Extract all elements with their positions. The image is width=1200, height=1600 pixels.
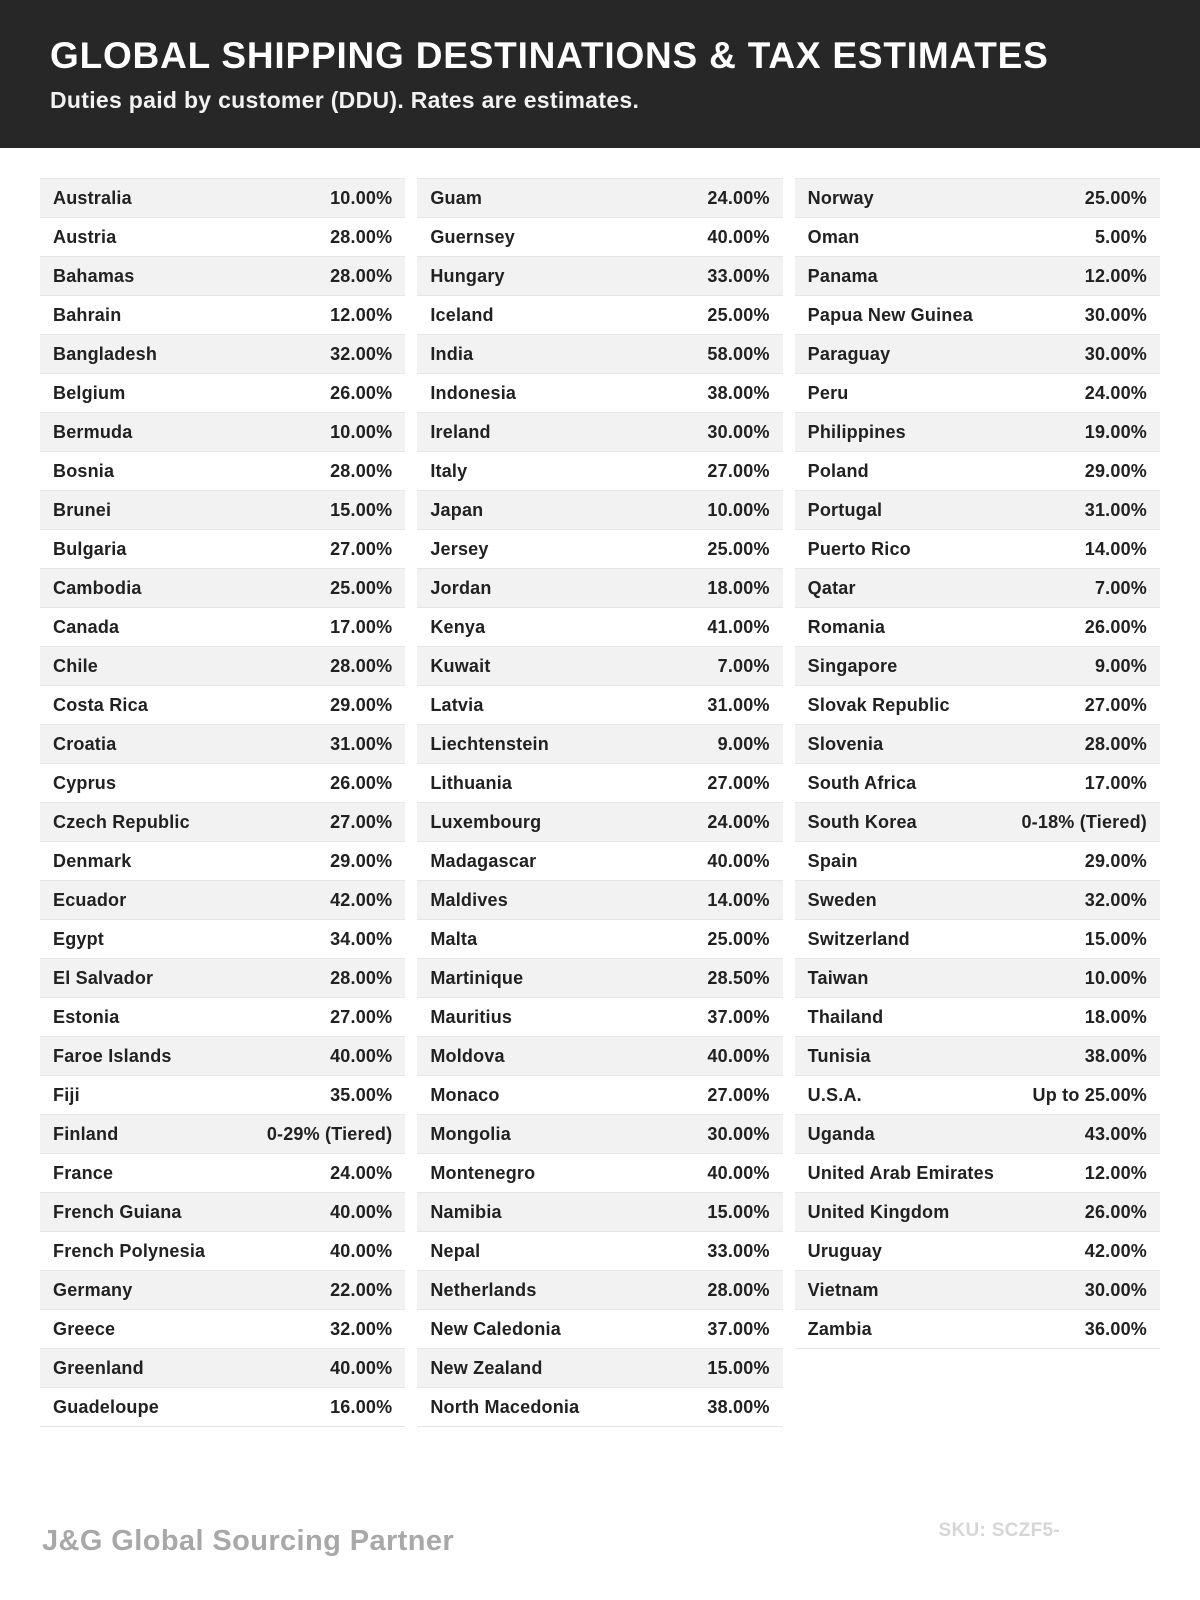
country-name: South Korea bbox=[807, 811, 917, 832]
country-name: El Salvador bbox=[53, 967, 154, 988]
tax-rate: 27.00% bbox=[330, 811, 393, 832]
table-row bbox=[40, 491, 405, 530]
table-row bbox=[40, 1193, 405, 1232]
table-row bbox=[795, 1193, 1160, 1232]
header-banner bbox=[0, 0, 1200, 148]
country-name: Jersey bbox=[430, 538, 489, 559]
table-row bbox=[795, 1076, 1160, 1115]
table-row bbox=[40, 647, 405, 686]
country-name: Denmark bbox=[53, 850, 132, 871]
tax-rate: 27.00% bbox=[707, 1084, 770, 1105]
table-row bbox=[795, 452, 1160, 491]
table-row bbox=[417, 335, 782, 374]
country-name: Canada bbox=[53, 616, 120, 637]
country-name: Lithuania bbox=[430, 772, 513, 793]
country-name: Germany bbox=[53, 1279, 133, 1300]
tax-rate: 43.00% bbox=[1084, 1123, 1147, 1144]
tax-rate: 28.00% bbox=[1084, 733, 1147, 754]
country-name: Bahrain bbox=[53, 304, 122, 325]
table-row bbox=[795, 1115, 1160, 1154]
tax-rate: 10.00% bbox=[330, 187, 393, 208]
country-name: Tunisia bbox=[807, 1045, 871, 1066]
table-row bbox=[40, 1076, 405, 1115]
table-row bbox=[40, 920, 405, 959]
country-name: Latvia bbox=[430, 694, 484, 715]
tax-rate: 30.00% bbox=[1084, 343, 1147, 364]
table-row bbox=[40, 686, 405, 725]
country-name: Thailand bbox=[807, 1006, 884, 1027]
table-row bbox=[417, 920, 782, 959]
table-row bbox=[795, 1271, 1160, 1310]
table-row bbox=[40, 335, 405, 374]
table-row bbox=[795, 218, 1160, 257]
tax-rate: 36.00% bbox=[1084, 1318, 1147, 1339]
tax-rate: 31.00% bbox=[707, 694, 770, 715]
country-name: Switzerland bbox=[807, 928, 910, 949]
country-name: Czech Republic bbox=[53, 811, 190, 832]
table-row bbox=[417, 1232, 782, 1271]
country-name: Norway bbox=[807, 187, 874, 208]
tax-rate: 42.00% bbox=[1084, 1240, 1147, 1261]
table-row bbox=[417, 491, 782, 530]
country-name: Namibia bbox=[430, 1201, 502, 1222]
table-row bbox=[417, 374, 782, 413]
country-name: Martinique bbox=[430, 967, 524, 988]
table-row bbox=[40, 296, 405, 335]
table-row bbox=[795, 998, 1160, 1037]
table-row bbox=[795, 1310, 1160, 1349]
country-name: Costa Rica bbox=[53, 694, 149, 715]
country-name: Sweden bbox=[807, 889, 877, 910]
country-name: Panama bbox=[807, 265, 878, 286]
table-row bbox=[40, 764, 405, 803]
table-row bbox=[795, 530, 1160, 569]
tax-rate: 31.00% bbox=[330, 733, 393, 754]
country-name: Maldives bbox=[430, 889, 508, 910]
table-column-3 bbox=[795, 178, 1160, 1427]
table-row bbox=[417, 1076, 782, 1115]
table-row bbox=[795, 413, 1160, 452]
table-row bbox=[417, 257, 782, 296]
country-name: Faroe Islands bbox=[53, 1045, 172, 1066]
country-name: Puerto Rico bbox=[807, 538, 911, 559]
country-name: Jordan bbox=[430, 577, 492, 598]
tax-rate: 40.00% bbox=[330, 1240, 393, 1261]
tax-rate: 18.00% bbox=[707, 577, 770, 598]
country-name: Greenland bbox=[53, 1357, 144, 1378]
table-row bbox=[417, 725, 782, 764]
tax-rate: 28.00% bbox=[330, 655, 393, 676]
country-name: Greece bbox=[53, 1318, 116, 1339]
table-row bbox=[417, 764, 782, 803]
tax-rate: 40.00% bbox=[707, 850, 770, 871]
tax-rate: 10.00% bbox=[330, 421, 393, 442]
country-name: France bbox=[53, 1162, 114, 1183]
table-row bbox=[40, 725, 405, 764]
country-name: Kenya bbox=[430, 616, 486, 637]
tax-rate: 14.00% bbox=[707, 889, 770, 910]
footer-sku: SKU: SCZF5- bbox=[938, 1520, 1060, 1541]
tax-rate: 16.00% bbox=[330, 1396, 393, 1417]
tax-rate: 58.00% bbox=[707, 343, 770, 364]
tax-rate: 14.00% bbox=[1084, 538, 1147, 559]
country-name: U.S.A. bbox=[807, 1084, 862, 1105]
tax-rate: 40.00% bbox=[330, 1201, 393, 1222]
tax-rate: 24.00% bbox=[707, 187, 770, 208]
tax-rate: 30.00% bbox=[707, 1123, 770, 1144]
table-row bbox=[795, 686, 1160, 725]
country-name: Bahamas bbox=[53, 265, 135, 286]
table-row bbox=[40, 1271, 405, 1310]
tax-rate: Up to 25.00% bbox=[1032, 1084, 1147, 1105]
tax-rate: 40.00% bbox=[707, 1045, 770, 1066]
country-name: Poland bbox=[807, 460, 869, 481]
tax-rate: 17.00% bbox=[1084, 772, 1147, 793]
page-subtitle: Duties paid by customer (DDU). Rates are estimates. bbox=[50, 86, 640, 113]
tax-rate: 41.00% bbox=[707, 616, 770, 637]
table-row bbox=[40, 179, 405, 218]
country-name: Uganda bbox=[807, 1123, 875, 1144]
tax-rate: 37.00% bbox=[707, 1006, 770, 1027]
country-name: Cambodia bbox=[53, 577, 142, 598]
tax-rate: 25.00% bbox=[707, 304, 770, 325]
table-row bbox=[417, 608, 782, 647]
country-name: Luxembourg bbox=[430, 811, 542, 832]
country-name: Zambia bbox=[807, 1318, 872, 1339]
tax-rate: 37.00% bbox=[707, 1318, 770, 1339]
tax-rate: 24.00% bbox=[707, 811, 770, 832]
table-row bbox=[40, 569, 405, 608]
tax-rate: 17.00% bbox=[330, 616, 393, 637]
country-name: Egypt bbox=[53, 928, 105, 949]
tax-rate: 15.00% bbox=[707, 1201, 770, 1222]
tax-rate: 7.00% bbox=[717, 655, 770, 676]
table-row bbox=[795, 491, 1160, 530]
table-row bbox=[417, 1193, 782, 1232]
tax-rate: 26.00% bbox=[330, 382, 393, 403]
country-name: Uruguay bbox=[807, 1240, 883, 1261]
country-name: Bangladesh bbox=[53, 343, 158, 364]
tax-rate: 27.00% bbox=[707, 772, 770, 793]
table-row bbox=[40, 1154, 405, 1193]
country-name: Montenegro bbox=[430, 1162, 536, 1183]
tax-rate: 27.00% bbox=[330, 1006, 393, 1027]
table-row bbox=[795, 803, 1160, 842]
tax-rate: 12.00% bbox=[1084, 1162, 1147, 1183]
tax-rate: 28.00% bbox=[330, 265, 393, 286]
country-name: French Polynesia bbox=[53, 1240, 206, 1261]
country-name: Qatar bbox=[807, 577, 856, 598]
country-name: Nepal bbox=[430, 1240, 481, 1261]
table-row bbox=[795, 257, 1160, 296]
country-name: Netherlands bbox=[430, 1279, 537, 1300]
table-row bbox=[417, 296, 782, 335]
table-row bbox=[40, 218, 405, 257]
tax-rate: 27.00% bbox=[330, 538, 393, 559]
table-row bbox=[417, 569, 782, 608]
country-name: Croatia bbox=[53, 733, 117, 754]
tax-rate: 40.00% bbox=[330, 1357, 393, 1378]
country-name: North Macedonia bbox=[430, 1396, 580, 1417]
table-row bbox=[417, 803, 782, 842]
table-row bbox=[417, 881, 782, 920]
tax-rate: 15.00% bbox=[330, 499, 393, 520]
tax-rate: 27.00% bbox=[1084, 694, 1147, 715]
table-column-2 bbox=[417, 178, 782, 1427]
tax-rate: 29.00% bbox=[330, 850, 393, 871]
country-name: Madagascar bbox=[430, 850, 537, 871]
country-name: Fiji bbox=[53, 1084, 80, 1105]
tax-rate: 40.00% bbox=[707, 226, 770, 247]
country-name: Kuwait bbox=[430, 655, 491, 676]
country-name: Slovak Republic bbox=[807, 694, 950, 715]
tax-rate: 38.00% bbox=[1084, 1045, 1147, 1066]
tax-rate: 26.00% bbox=[330, 772, 393, 793]
table-row bbox=[40, 1349, 405, 1388]
country-name: Singapore bbox=[807, 655, 898, 676]
tax-rate: 25.00% bbox=[330, 577, 393, 598]
footer-brand: J&G Global Sourcing Partner bbox=[42, 1525, 455, 1557]
table-row bbox=[40, 1388, 405, 1427]
table-row bbox=[417, 1154, 782, 1193]
table-row bbox=[417, 1271, 782, 1310]
country-name: Bermuda bbox=[53, 421, 133, 442]
table-row bbox=[795, 1037, 1160, 1076]
table-row bbox=[795, 1232, 1160, 1271]
country-name: United Kingdom bbox=[807, 1201, 950, 1222]
country-name: Iceland bbox=[430, 304, 494, 325]
tax-rate: 15.00% bbox=[707, 1357, 770, 1378]
country-name: Mauritius bbox=[430, 1006, 513, 1027]
tax-rate: 30.00% bbox=[1084, 304, 1147, 325]
tax-rate: 24.00% bbox=[1084, 382, 1147, 403]
tax-rate: 10.00% bbox=[1084, 967, 1147, 988]
tax-rate: 7.00% bbox=[1094, 577, 1147, 598]
table-row bbox=[40, 1232, 405, 1271]
table-row bbox=[417, 452, 782, 491]
country-name: Hungary bbox=[430, 265, 505, 286]
table-row bbox=[417, 998, 782, 1037]
country-name: Guam bbox=[430, 187, 483, 208]
tax-rate: 32.00% bbox=[330, 1318, 393, 1339]
country-name: Philippines bbox=[807, 421, 906, 442]
table-row bbox=[417, 1310, 782, 1349]
country-name: Guadeloupe bbox=[53, 1396, 160, 1417]
country-name: Moldova bbox=[430, 1045, 505, 1066]
country-name: Brunei bbox=[53, 499, 112, 520]
tax-rate: 18.00% bbox=[1084, 1006, 1147, 1027]
country-name: Estonia bbox=[53, 1006, 120, 1027]
country-name: Ireland bbox=[430, 421, 491, 442]
table-row bbox=[40, 530, 405, 569]
table-row bbox=[417, 218, 782, 257]
tax-rate: 28.00% bbox=[330, 967, 393, 988]
table-row bbox=[40, 452, 405, 491]
tax-rate: 19.00% bbox=[1084, 421, 1147, 442]
table-row bbox=[417, 842, 782, 881]
table-row bbox=[417, 647, 782, 686]
tax-rate: 0-18% (Tiered) bbox=[1021, 811, 1147, 832]
country-name: Chile bbox=[53, 655, 99, 676]
country-name: Peru bbox=[807, 382, 849, 403]
country-name: French Guiana bbox=[53, 1201, 182, 1222]
table-row bbox=[40, 1310, 405, 1349]
tax-rate: 26.00% bbox=[1084, 616, 1147, 637]
tax-rate: 10.00% bbox=[707, 499, 770, 520]
tax-rate: 40.00% bbox=[330, 1045, 393, 1066]
tax-rate: 15.00% bbox=[1084, 928, 1147, 949]
tax-rate: 29.00% bbox=[330, 694, 393, 715]
table-row bbox=[40, 959, 405, 998]
table-row bbox=[795, 764, 1160, 803]
tax-rate: 33.00% bbox=[707, 1240, 770, 1261]
page-title: GLOBAL SHIPPING DESTINATIONS & TAX ESTIMATES bbox=[50, 35, 1049, 76]
country-name: India bbox=[430, 343, 474, 364]
table-row bbox=[795, 725, 1160, 764]
table-row bbox=[795, 374, 1160, 413]
country-name: Australia bbox=[53, 187, 132, 208]
tax-rate: 28.50% bbox=[707, 967, 770, 988]
tax-rate: 42.00% bbox=[330, 889, 393, 910]
tax-rate-table bbox=[40, 178, 1160, 1427]
tax-rate: 9.00% bbox=[717, 733, 770, 754]
tax-rate: 12.00% bbox=[1084, 265, 1147, 286]
table-row bbox=[795, 569, 1160, 608]
tax-rate: 29.00% bbox=[1084, 850, 1147, 871]
tax-rate: 28.00% bbox=[330, 460, 393, 481]
tax-rate: 5.00% bbox=[1094, 226, 1147, 247]
tax-rate: 40.00% bbox=[707, 1162, 770, 1183]
country-name: United Arab Emirates bbox=[807, 1162, 995, 1183]
table-row bbox=[40, 881, 405, 920]
tax-rate: 25.00% bbox=[707, 538, 770, 559]
table-row bbox=[40, 1115, 405, 1154]
country-name: Romania bbox=[807, 616, 886, 637]
country-name: Guernsey bbox=[430, 226, 515, 247]
table-row bbox=[417, 686, 782, 725]
tax-rate: 25.00% bbox=[707, 928, 770, 949]
table-row bbox=[40, 374, 405, 413]
table-row bbox=[40, 803, 405, 842]
tax-rate: 38.00% bbox=[707, 382, 770, 403]
country-name: Austria bbox=[53, 226, 117, 247]
country-name: Bosnia bbox=[53, 460, 115, 481]
table-row bbox=[417, 1037, 782, 1076]
country-name: Monaco bbox=[430, 1084, 500, 1105]
country-name: Papua New Guinea bbox=[807, 304, 973, 325]
country-name: Ecuador bbox=[53, 889, 127, 910]
table-row bbox=[417, 1388, 782, 1427]
tax-rate: 34.00% bbox=[330, 928, 393, 949]
table-row bbox=[417, 413, 782, 452]
country-name: New Zealand bbox=[430, 1357, 543, 1378]
tax-rate: 0-29% (Tiered) bbox=[266, 1123, 393, 1144]
table-row bbox=[40, 257, 405, 296]
table-row bbox=[40, 608, 405, 647]
tax-rate: 27.00% bbox=[707, 460, 770, 481]
tax-rate: 9.00% bbox=[1094, 655, 1147, 676]
tax-rate: 28.00% bbox=[707, 1279, 770, 1300]
country-name: Belgium bbox=[53, 382, 126, 403]
country-name: Oman bbox=[807, 226, 860, 247]
table-row bbox=[795, 608, 1160, 647]
table-row bbox=[40, 842, 405, 881]
tax-rate: 32.00% bbox=[330, 343, 393, 364]
table-row bbox=[795, 959, 1160, 998]
country-name: Taiwan bbox=[807, 967, 869, 988]
table-row bbox=[40, 998, 405, 1037]
country-name: Malta bbox=[430, 928, 478, 949]
tax-rate: 30.00% bbox=[1084, 1279, 1147, 1300]
tax-rate: 33.00% bbox=[707, 265, 770, 286]
table-row bbox=[40, 413, 405, 452]
country-name: Japan bbox=[430, 499, 484, 520]
country-name: Portugal bbox=[807, 499, 883, 520]
country-name: Cyprus bbox=[53, 772, 117, 793]
table-row bbox=[795, 647, 1160, 686]
country-name: Italy bbox=[430, 460, 468, 481]
table-row bbox=[795, 881, 1160, 920]
tax-rate: 28.00% bbox=[330, 226, 393, 247]
tax-rate: 31.00% bbox=[1084, 499, 1147, 520]
country-name: Indonesia bbox=[430, 382, 517, 403]
tax-rate: 35.00% bbox=[330, 1084, 393, 1105]
country-name: South Africa bbox=[807, 772, 917, 793]
table-row bbox=[795, 179, 1160, 218]
country-name: Spain bbox=[807, 850, 858, 871]
country-name: Liechtenstein bbox=[430, 733, 549, 754]
tax-rate: 38.00% bbox=[707, 1396, 770, 1417]
table-row bbox=[795, 1154, 1160, 1193]
table-column-1 bbox=[40, 178, 405, 1427]
tax-rate: 24.00% bbox=[330, 1162, 393, 1183]
tax-rate: 32.00% bbox=[1084, 889, 1147, 910]
country-name: Vietnam bbox=[807, 1279, 879, 1300]
table-row bbox=[795, 842, 1160, 881]
tax-rate: 25.00% bbox=[1084, 187, 1147, 208]
table-row bbox=[40, 1037, 405, 1076]
tax-rate: 22.00% bbox=[330, 1279, 393, 1300]
table-row bbox=[417, 179, 782, 218]
table-row bbox=[795, 335, 1160, 374]
tax-rate: 26.00% bbox=[1084, 1201, 1147, 1222]
country-name: Paraguay bbox=[807, 343, 891, 364]
country-name: Finland bbox=[53, 1123, 119, 1144]
table-row bbox=[417, 1115, 782, 1154]
country-name: Bulgaria bbox=[53, 538, 127, 559]
tax-rate: 29.00% bbox=[1084, 460, 1147, 481]
country-name: New Caledonia bbox=[430, 1318, 561, 1339]
table-row bbox=[417, 530, 782, 569]
table-row bbox=[795, 920, 1160, 959]
country-name: Mongolia bbox=[430, 1123, 511, 1144]
table-row bbox=[795, 296, 1160, 335]
country-name: Slovenia bbox=[807, 733, 884, 754]
tax-rate: 30.00% bbox=[707, 421, 770, 442]
table-row bbox=[417, 959, 782, 998]
table-row bbox=[417, 1349, 782, 1388]
tax-rate: 12.00% bbox=[330, 304, 393, 325]
